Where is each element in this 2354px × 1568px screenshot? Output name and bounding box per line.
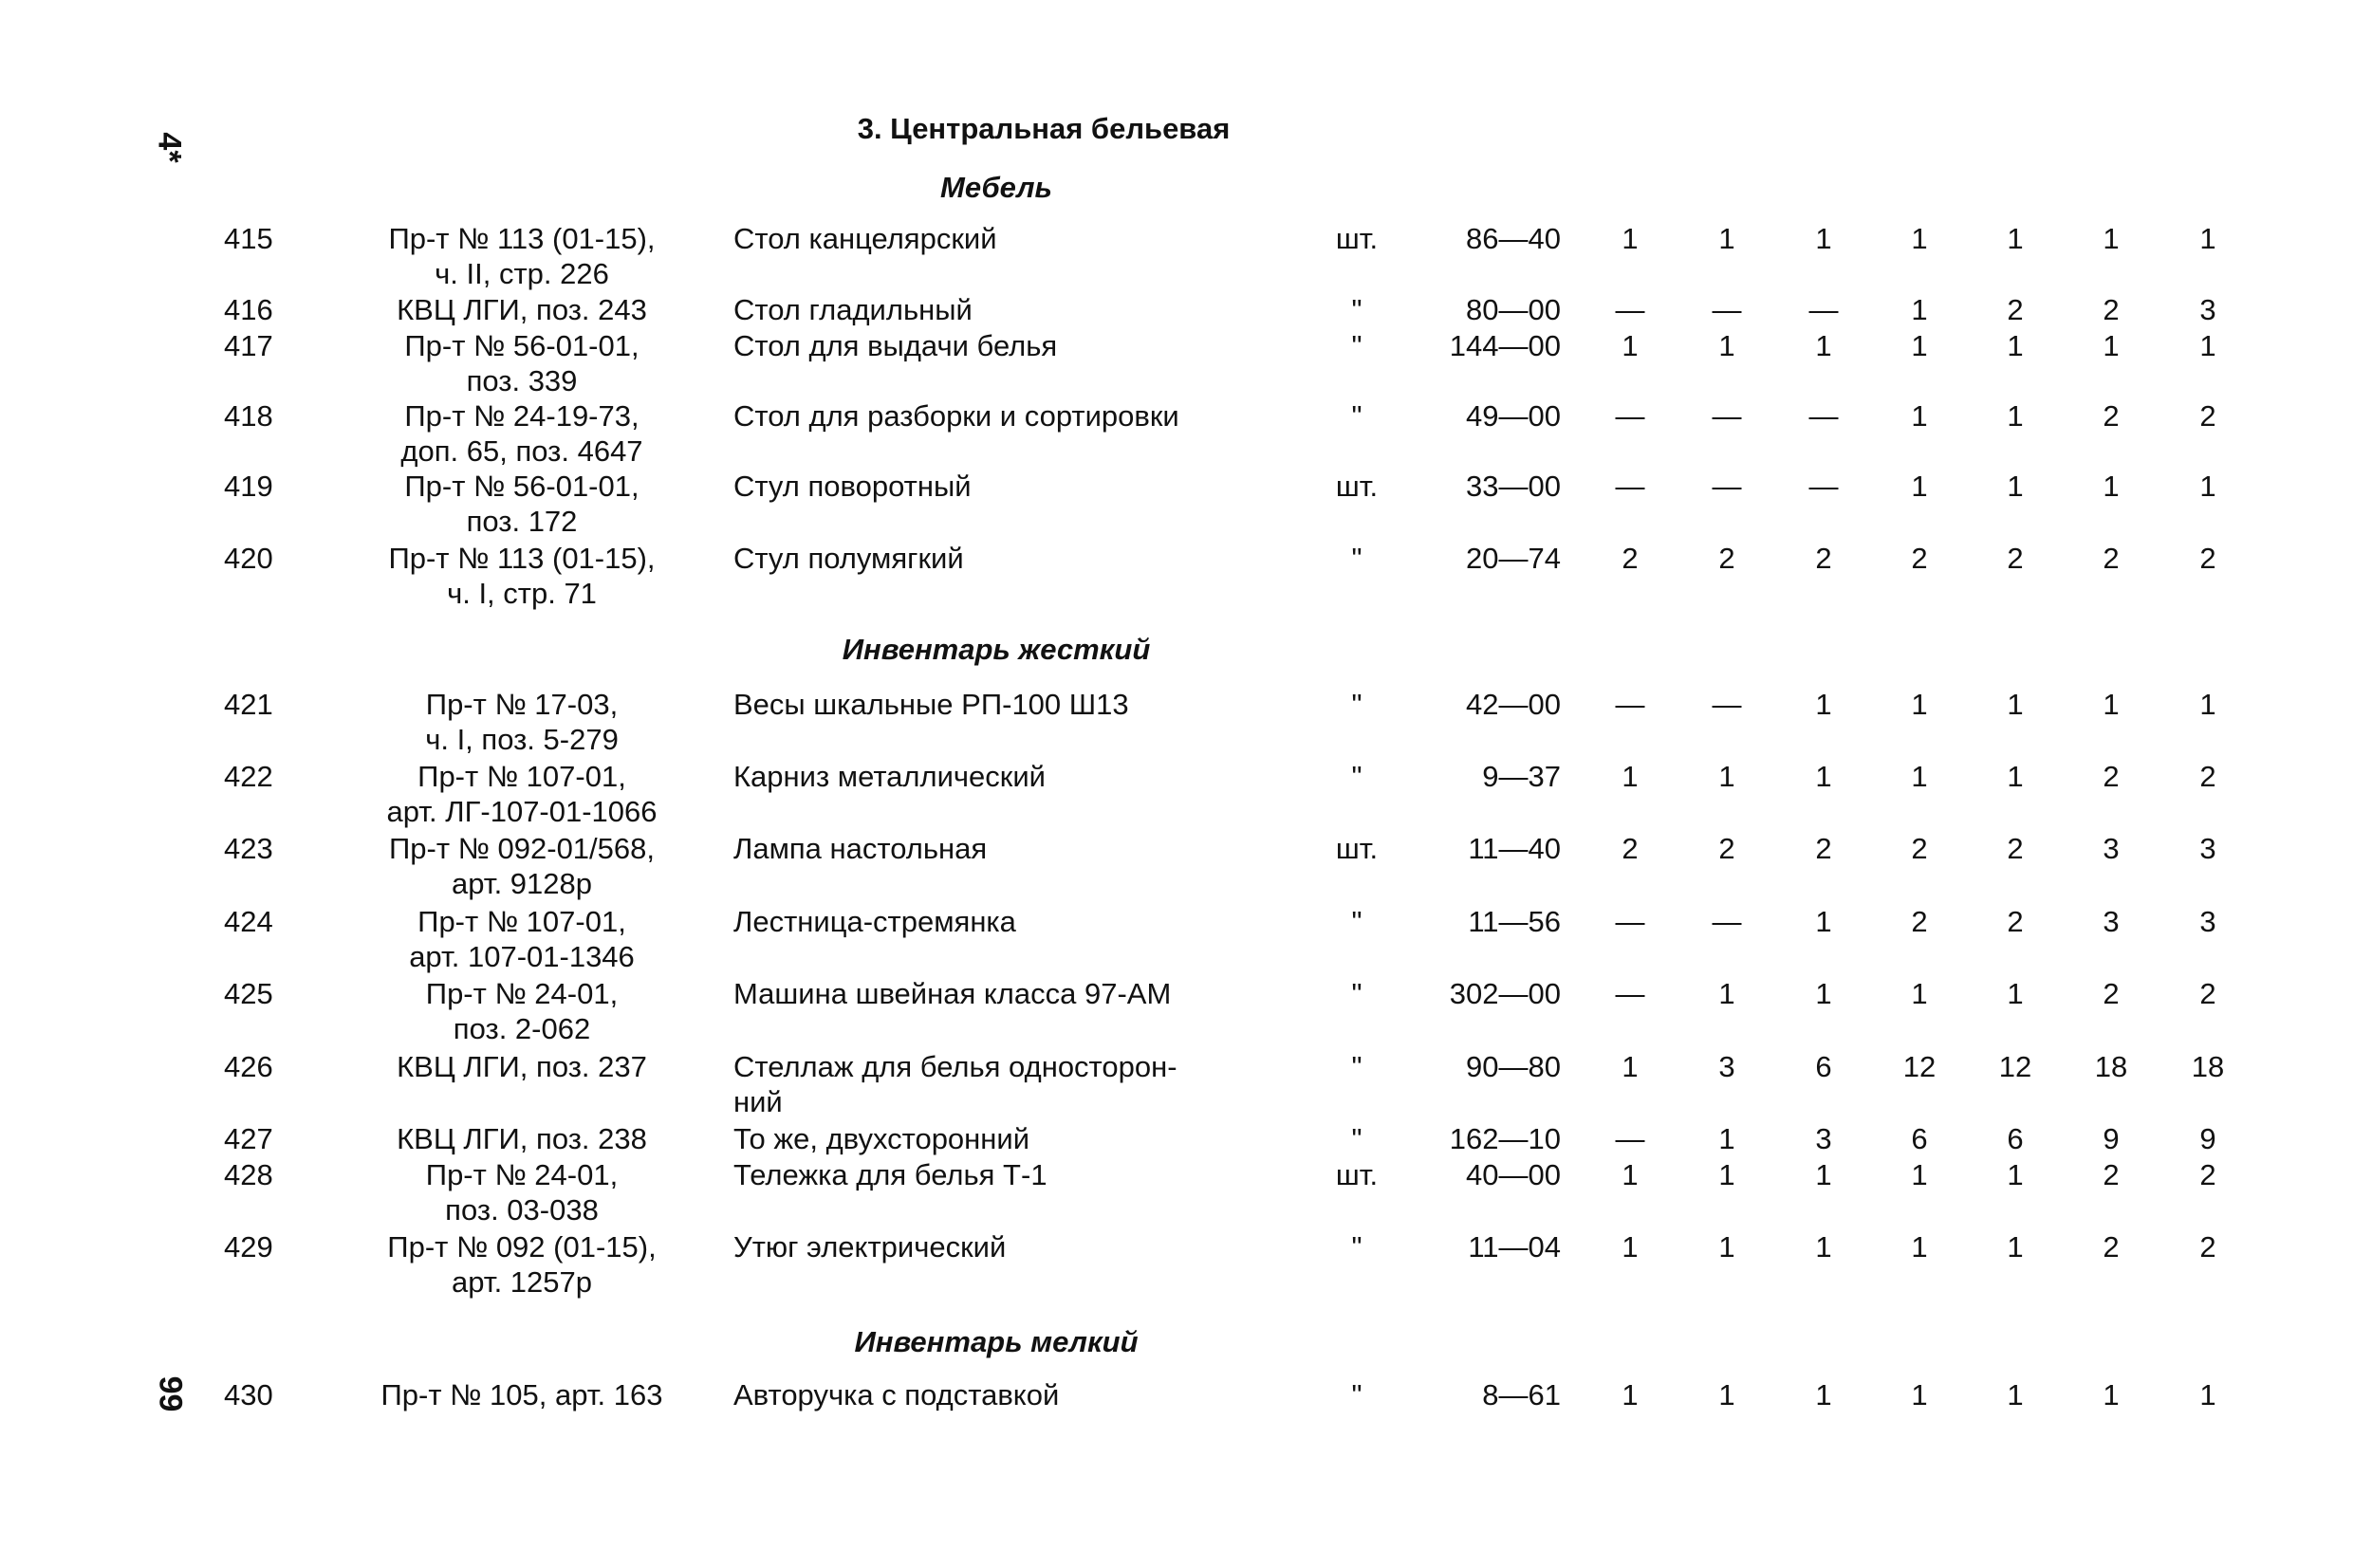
quantity-cell: 1 xyxy=(1911,1378,1928,1411)
quantity-cell: 1 xyxy=(2007,760,2024,793)
source-line: доп. 65, поз. 4647 xyxy=(400,434,643,468)
quantity-cell: 1 xyxy=(1911,1158,1928,1191)
quantity-cell: 2 xyxy=(2103,1158,2120,1191)
group-heading: Инвентарь жесткий xyxy=(842,633,1151,666)
item-number: 423 xyxy=(224,832,273,865)
quantity-cell: 1 xyxy=(2199,222,2216,255)
unit: шт. xyxy=(1335,470,1379,503)
quantity-cell: — xyxy=(1712,293,1742,326)
quantity-cell: 2 xyxy=(2103,399,2120,433)
quantity-cell: — xyxy=(1712,905,1742,938)
source-line: КВЦ ЛГИ, поз. 238 xyxy=(397,1122,647,1155)
unit: шт. xyxy=(1335,832,1379,865)
quantity-cell: 3 xyxy=(2199,832,2216,865)
source-reference xyxy=(342,469,702,539)
unit: " xyxy=(1351,760,1362,793)
source-line: Пр-т № 24-01, xyxy=(425,977,619,1010)
table-row xyxy=(0,469,2354,539)
source-line: арт. 1257р xyxy=(452,1265,592,1299)
source-line: Пр-т № 24-19-73, xyxy=(404,399,639,433)
quantity-cell: 18 xyxy=(2191,1050,2225,1083)
table-row xyxy=(0,1229,2354,1300)
source-reference xyxy=(342,759,702,829)
quantity-cell: — xyxy=(1712,688,1742,721)
quantity-cell: 3 xyxy=(2199,905,2216,938)
item-number: 429 xyxy=(224,1230,273,1264)
unit-price: 20—74 xyxy=(1466,542,1561,575)
quantity-cell: 2 xyxy=(1718,832,1735,865)
quantity-cell: 2 xyxy=(2103,760,2120,793)
table-row xyxy=(0,904,2354,974)
quantity-cell: — xyxy=(1808,399,1839,433)
source-line: арт. 9128р xyxy=(452,867,592,900)
quantity-cell: 2 xyxy=(2103,293,2120,326)
unit-price: 42—00 xyxy=(1466,688,1561,721)
item-number: 417 xyxy=(224,329,273,362)
source-line: КВЦ ЛГИ, поз. 243 xyxy=(397,293,647,326)
quantity-cell: 1 xyxy=(1911,688,1928,721)
item-number: 418 xyxy=(224,399,273,433)
source-reference xyxy=(342,398,702,469)
source-line: Пр-т № 107-01, xyxy=(417,760,626,793)
quantity-cell: 12 xyxy=(1998,1050,2032,1083)
section-title: 3. Центральная бельевая xyxy=(857,112,1231,145)
quantity-cell: 3 xyxy=(1815,1122,1832,1155)
quantity-cell: 1 xyxy=(1622,222,1639,255)
item-number: 422 xyxy=(224,760,273,793)
quantity-cell: 2 xyxy=(1911,832,1928,865)
unit-price: 49—00 xyxy=(1466,399,1561,433)
item-number: 421 xyxy=(224,688,273,721)
table-row xyxy=(0,976,2354,1046)
group-heading: Мебель xyxy=(940,171,1052,204)
quantity-cell: 6 xyxy=(1815,1050,1832,1083)
unit-price: 162—10 xyxy=(1449,1122,1561,1155)
item-number: 420 xyxy=(224,542,273,575)
unit-price: 11—40 xyxy=(1468,832,1561,865)
quantity-cell: — xyxy=(1808,470,1839,503)
table-row xyxy=(0,1049,2354,1119)
quantity-cell: 1 xyxy=(1718,977,1735,1010)
unit-price: 302—00 xyxy=(1449,977,1561,1010)
source-line: КВЦ ЛГИ, поз. 237 xyxy=(397,1050,647,1083)
unit-price: 11—04 xyxy=(1468,1230,1561,1264)
quantity-cell: 1 xyxy=(2103,329,2120,362)
table-row xyxy=(0,1157,2354,1227)
quantity-cell: 2 xyxy=(2199,977,2216,1010)
source-reference xyxy=(342,904,702,974)
quantity-cell: 2 xyxy=(2199,1230,2216,1264)
item-name: Лестница-стремянка xyxy=(733,905,1016,938)
source-line: Пр-т № 113 (01-15), xyxy=(388,542,656,575)
quantity-cell: 3 xyxy=(2199,293,2216,326)
quantity-cell: 1 xyxy=(2103,470,2120,503)
quantity-cell: — xyxy=(1712,470,1742,503)
unit: " xyxy=(1351,905,1362,938)
quantity-cell: 1 xyxy=(1622,760,1639,793)
margin-mark-top: 4* xyxy=(151,132,188,163)
quantity-cell: 1 xyxy=(2103,688,2120,721)
item-name: Стул поворотный xyxy=(733,470,972,503)
unit: шт. xyxy=(1335,222,1379,255)
item-name: Стол канцелярский xyxy=(733,222,997,255)
unit-price: 9—37 xyxy=(1482,760,1561,793)
quantity-cell: 1 xyxy=(2103,222,2120,255)
quantity-cell: 1 xyxy=(2007,470,2024,503)
item-name: Стол гладильный xyxy=(733,293,973,326)
unit: " xyxy=(1351,329,1362,362)
item-number: 424 xyxy=(224,905,273,938)
item-name: Весы шкальные РП-100 Ш13 xyxy=(733,688,1129,721)
source-reference xyxy=(342,1377,702,1412)
quantity-cell: 2 xyxy=(2007,542,2024,575)
quantity-cell: 1 xyxy=(1718,329,1735,362)
quantity-cell: 2 xyxy=(2199,760,2216,793)
quantity-cell: — xyxy=(1808,293,1839,326)
quantity-cell: 1 xyxy=(2199,329,2216,362)
quantity-cell: 1 xyxy=(1911,399,1928,433)
quantity-cell: 1 xyxy=(1911,470,1928,503)
source-line: арт. 107-01-1346 xyxy=(409,940,635,973)
source-reference xyxy=(342,541,702,611)
quantity-cell: 2 xyxy=(2007,832,2024,865)
unit: " xyxy=(1351,293,1362,326)
quantity-cell: 1 xyxy=(1911,293,1928,326)
quantity-cell: — xyxy=(1615,293,1645,326)
source-reference xyxy=(342,831,702,901)
quantity-cell: 1 xyxy=(1815,1158,1832,1191)
source-line: поз. 2-062 xyxy=(453,1012,591,1045)
table-row xyxy=(0,328,2354,398)
item-name: Карниз металлический xyxy=(733,760,1046,793)
quantity-cell: — xyxy=(1615,470,1645,503)
unit: " xyxy=(1351,1050,1362,1083)
unit: " xyxy=(1351,1230,1362,1264)
quantity-cell: 1 xyxy=(1718,1158,1735,1191)
group-heading: Инвентарь мелкий xyxy=(854,1325,1139,1358)
quantity-cell: 1 xyxy=(1815,222,1832,255)
source-line: Пр-т № 17-03, xyxy=(425,688,619,721)
quantity-cell: — xyxy=(1615,905,1645,938)
unit-price: 11—56 xyxy=(1468,905,1561,938)
unit-price: 86—40 xyxy=(1466,222,1561,255)
quantity-cell: 18 xyxy=(2094,1050,2128,1083)
unit: " xyxy=(1351,1122,1362,1155)
quantity-cell: 2 xyxy=(1911,542,1928,575)
quantity-cell: 1 xyxy=(1622,1158,1639,1191)
quantity-cell: 1 xyxy=(2007,399,2024,433)
source-reference xyxy=(342,328,702,398)
quantity-cell: 1 xyxy=(2199,470,2216,503)
quantity-cell: 2 xyxy=(1622,832,1639,865)
unit: " xyxy=(1351,688,1362,721)
item-number: 427 xyxy=(224,1122,273,1155)
item-name: То же, двухсторонний xyxy=(733,1122,1030,1155)
quantity-cell: 1 xyxy=(2007,1378,2024,1411)
item-number: 430 xyxy=(224,1378,273,1411)
item-name: Стул полумягкий xyxy=(733,542,964,575)
source-reference xyxy=(342,687,702,757)
item-name: Утюг электрический xyxy=(733,1230,1007,1264)
item-name: Авторучка с подставкой xyxy=(733,1378,1060,1411)
table-row xyxy=(0,398,2354,469)
quantity-cell: 1 xyxy=(1718,1122,1735,1155)
quantity-cell: 3 xyxy=(2103,832,2120,865)
quantity-cell: 1 xyxy=(1815,688,1832,721)
item-number: 416 xyxy=(224,293,273,326)
quantity-cell: 2 xyxy=(1911,905,1928,938)
quantity-cell: 2 xyxy=(2103,542,2120,575)
unit: " xyxy=(1351,542,1362,575)
quantity-cell: 1 xyxy=(1815,1230,1832,1264)
quantity-cell: 2 xyxy=(2103,977,2120,1010)
quantity-cell: 2 xyxy=(1815,542,1832,575)
quantity-cell: 1 xyxy=(1622,1378,1639,1411)
table-row xyxy=(0,1377,2354,1448)
quantity-cell: 3 xyxy=(1718,1050,1735,1083)
quantity-cell: 1 xyxy=(1622,1050,1639,1083)
unit-price: 8—61 xyxy=(1482,1378,1561,1411)
quantity-cell: 6 xyxy=(1911,1122,1928,1155)
item-number: 419 xyxy=(224,470,273,503)
source-line: Пр-т № 092-01/568, xyxy=(389,832,655,865)
item-name: Машина швейная класса 97-АМ xyxy=(733,977,1172,1010)
item-number: 415 xyxy=(224,222,273,255)
unit-price: 90—80 xyxy=(1466,1050,1561,1083)
quantity-cell: 1 xyxy=(1815,905,1832,938)
unit: " xyxy=(1351,1378,1362,1411)
quantity-cell: 2 xyxy=(2199,399,2216,433)
quantity-cell: 1 xyxy=(1911,977,1928,1010)
quantity-cell: 2 xyxy=(1815,832,1832,865)
quantity-cell: 1 xyxy=(2007,688,2024,721)
unit: " xyxy=(1351,977,1362,1010)
quantity-cell: 9 xyxy=(2199,1122,2216,1155)
unit-price: 80—00 xyxy=(1466,293,1561,326)
unit-price: 144—00 xyxy=(1449,329,1561,362)
quantity-cell: — xyxy=(1615,1122,1645,1155)
item-number: 426 xyxy=(224,1050,273,1083)
source-line: ч. I, поз. 5-279 xyxy=(425,723,619,756)
quantity-cell: 1 xyxy=(1911,329,1928,362)
quantity-cell: 1 xyxy=(2007,222,2024,255)
source-line: Пр-т № 56-01-01, xyxy=(404,470,639,503)
quantity-cell: 1 xyxy=(1911,222,1928,255)
quantity-cell: 1 xyxy=(1815,760,1832,793)
source-line: поз. 172 xyxy=(466,505,578,538)
item-name: Стол для выдачи белья xyxy=(733,329,1058,362)
source-reference xyxy=(342,1157,702,1227)
source-reference xyxy=(342,292,702,327)
item-name: Лампа настольная xyxy=(733,832,988,865)
quantity-cell: 1 xyxy=(2007,329,2024,362)
quantity-cell: — xyxy=(1615,399,1645,433)
source-reference xyxy=(342,976,702,1046)
source-reference xyxy=(342,1049,702,1084)
quantity-cell: 1 xyxy=(2007,977,2024,1010)
quantity-cell: 1 xyxy=(1815,977,1832,1010)
quantity-cell: 1 xyxy=(2007,1158,2024,1191)
source-line: Пр-т № 107-01, xyxy=(417,905,626,938)
source-reference xyxy=(342,1229,702,1300)
item-name: Стеллаж для белья односторон- ний xyxy=(733,1050,1177,1118)
quantity-cell: 2 xyxy=(2103,1230,2120,1264)
page-number: 99 xyxy=(152,1375,189,1412)
source-line: арт. ЛГ-107-01-1066 xyxy=(386,795,658,828)
quantity-cell: 2 xyxy=(2007,905,2024,938)
source-line: Пр-т № 24-01, xyxy=(425,1158,619,1191)
quantity-cell: 1 xyxy=(1718,222,1735,255)
quantity-cell: 6 xyxy=(2007,1122,2024,1155)
quantity-cell: 9 xyxy=(2103,1122,2120,1155)
item-name: Стол для разборки и сортировки xyxy=(733,399,1179,433)
source-line: ч. II, стр. 226 xyxy=(435,257,609,290)
unit: " xyxy=(1351,399,1362,433)
quantity-cell: 2 xyxy=(1622,542,1639,575)
quantity-cell: 1 xyxy=(1911,1230,1928,1264)
source-line: Пр-т № 113 (01-15), xyxy=(388,222,656,255)
quantity-cell: 2 xyxy=(1718,542,1735,575)
quantity-cell: 2 xyxy=(2199,542,2216,575)
quantity-cell: 1 xyxy=(1718,1230,1735,1264)
quantity-cell: 1 xyxy=(1622,329,1639,362)
quantity-cell: 1 xyxy=(1622,1230,1639,1264)
quantity-cell: 1 xyxy=(1718,760,1735,793)
table-row xyxy=(0,759,2354,829)
source-line: поз. 339 xyxy=(466,364,578,397)
quantity-cell: — xyxy=(1712,399,1742,433)
quantity-cell: 1 xyxy=(2199,1378,2216,1411)
table-row xyxy=(0,541,2354,611)
quantity-cell: 1 xyxy=(1815,1378,1832,1411)
quantity-cell: 3 xyxy=(2103,905,2120,938)
item-number: 425 xyxy=(224,977,273,1010)
source-line: Пр-т № 105, арт. 163 xyxy=(380,1378,663,1411)
quantity-cell: 1 xyxy=(1911,760,1928,793)
source-reference xyxy=(342,221,702,291)
quantity-cell: 12 xyxy=(1902,1050,1937,1083)
table-row xyxy=(0,831,2354,901)
quantity-cell: 1 xyxy=(1815,329,1832,362)
source-reference xyxy=(342,1121,702,1156)
quantity-cell: — xyxy=(1615,688,1645,721)
quantity-cell: 1 xyxy=(1718,1378,1735,1411)
source-line: ч. I, стр. 71 xyxy=(447,577,597,610)
quantity-cell: 2 xyxy=(2007,293,2024,326)
item-name: Тележка для белья Т-1 xyxy=(733,1158,1047,1191)
table-row xyxy=(0,221,2354,291)
unit-price: 40—00 xyxy=(1466,1158,1561,1191)
quantity-cell: 1 xyxy=(2103,1378,2120,1411)
unit-price: 33—00 xyxy=(1466,470,1561,503)
table-row xyxy=(0,687,2354,757)
quantity-cell: 2 xyxy=(2199,1158,2216,1191)
source-line: поз. 03-038 xyxy=(445,1193,599,1227)
source-line: Пр-т № 092 (01-15), xyxy=(387,1230,657,1264)
unit: шт. xyxy=(1335,1158,1379,1191)
source-line: Пр-т № 56-01-01, xyxy=(404,329,639,362)
item-number: 428 xyxy=(224,1158,273,1191)
quantity-cell: 1 xyxy=(2007,1230,2024,1264)
quantity-cell: — xyxy=(1615,977,1645,1010)
quantity-cell: 1 xyxy=(2199,688,2216,721)
